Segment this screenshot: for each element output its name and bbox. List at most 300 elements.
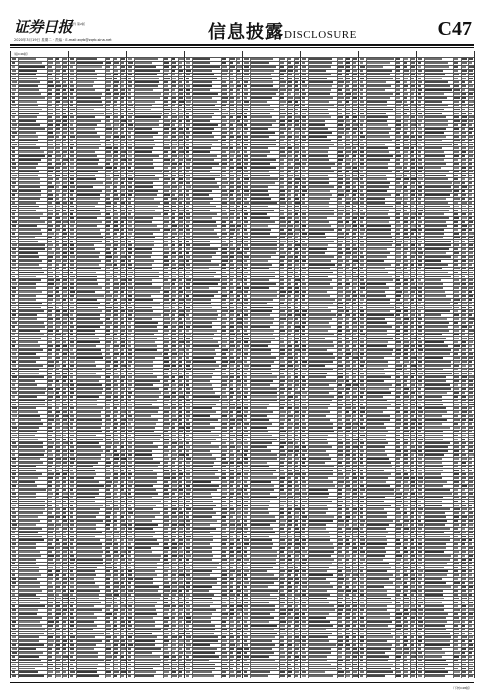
- table-cell: [77, 62, 103, 64]
- table-cell: [48, 536, 53, 538]
- table-cell: [106, 85, 111, 87]
- table-cell: [106, 66, 110, 68]
- table-cell: [12, 116, 15, 118]
- table-cell: [48, 520, 52, 522]
- table-cell: [121, 202, 125, 204]
- table-cell: [56, 268, 59, 270]
- table-cell: [56, 411, 59, 413]
- table-cell: [63, 147, 67, 149]
- table-cell: [19, 93, 41, 95]
- table-cell: [19, 349, 43, 351]
- table-cell: [114, 136, 118, 138]
- edition-info: [70, 22, 85, 26]
- table-cell: [121, 159, 126, 161]
- table-cell: [63, 450, 67, 452]
- table-cell: [106, 151, 111, 153]
- table-cell: [12, 314, 16, 316]
- table-cell: [77, 93, 102, 95]
- table-cell: [48, 128, 53, 130]
- table-cell: [12, 411, 17, 413]
- table-cell: [12, 551, 16, 553]
- table-cell: [48, 539, 53, 541]
- table-cell: [63, 617, 67, 619]
- table-cell: [12, 264, 15, 266]
- table-cell: [56, 144, 60, 146]
- table-cell: [63, 524, 68, 526]
- table-cell: [77, 128, 95, 130]
- table-cell: [70, 66, 73, 68]
- table-cell: [12, 671, 15, 673]
- table-cell: [19, 62, 42, 64]
- table-cell: [19, 318, 37, 320]
- table-cell: [56, 551, 60, 553]
- table-cell: [56, 528, 59, 530]
- table-cell: [48, 283, 54, 285]
- table-cell: [56, 636, 60, 638]
- table-cell: [70, 307, 74, 309]
- table-cell: [63, 213, 68, 215]
- table-cell: [77, 151, 94, 153]
- table-cell: [19, 660, 40, 662]
- table-cell: [12, 532, 15, 534]
- table-cell: [114, 190, 117, 192]
- table-cell: [12, 279, 15, 281]
- table-cell: [106, 89, 110, 91]
- table-cell: [70, 276, 74, 278]
- table-cell: [48, 140, 53, 142]
- table-cell: [12, 322, 16, 324]
- table-cell: [48, 415, 54, 417]
- table-cell: [56, 660, 60, 662]
- table-cell: [12, 567, 16, 569]
- table-cell: [12, 194, 15, 196]
- table-cell: [48, 528, 54, 530]
- table-cell: [48, 217, 52, 219]
- table-cell: [106, 264, 112, 266]
- table-cell: [70, 217, 74, 219]
- table-cell: [56, 132, 60, 134]
- table-cell: [19, 605, 45, 607]
- table-cell: [12, 470, 16, 472]
- table-cell: [63, 74, 67, 76]
- table-cell: [48, 582, 52, 584]
- table-cell: [12, 233, 15, 235]
- table-cell: [19, 132, 36, 134]
- table-cell: [12, 124, 16, 126]
- table-cell: [12, 210, 16, 212]
- edition-line: 副刊 第2版: [70, 22, 85, 26]
- table-cell: [63, 113, 66, 115]
- table-cell: [63, 78, 68, 80]
- table-cell: [12, 303, 15, 305]
- table-cell: [70, 190, 74, 192]
- table-cell: [19, 563, 36, 565]
- table-cell: [12, 120, 16, 122]
- newspaper-logo: 证券日报: [14, 16, 72, 37]
- table-cell: [114, 85, 117, 87]
- table-cell: [19, 314, 37, 316]
- table-cell: [63, 446, 66, 448]
- table-cell: [56, 629, 60, 631]
- table-cell: [121, 140, 126, 142]
- table-cell: [12, 590, 15, 592]
- table-cell: [70, 268, 74, 270]
- table-cell: [56, 369, 59, 371]
- table-cell: [56, 155, 60, 157]
- table-cell: [63, 656, 68, 658]
- table-cell: [19, 264, 39, 266]
- table-cell: [19, 334, 43, 336]
- table-cell: [121, 260, 126, 262]
- table-cell: [12, 66, 15, 68]
- table-cell: [48, 567, 53, 569]
- table-cell: [106, 307, 112, 309]
- table-cell: [12, 310, 16, 312]
- table-cell: [48, 648, 52, 650]
- table-cell: [70, 58, 74, 60]
- table-cell: [63, 252, 68, 254]
- table-cell: [70, 256, 75, 258]
- table-cell: [106, 229, 110, 231]
- table-cell: [114, 213, 118, 215]
- table-cell: [121, 276, 125, 278]
- table-cell: [106, 221, 111, 223]
- table-cell: [48, 310, 52, 312]
- table-cell: [19, 376, 44, 378]
- table-cell: [56, 365, 60, 367]
- table-cell: [77, 116, 95, 118]
- table-cell: [56, 310, 59, 312]
- table-cell: [63, 93, 67, 95]
- table-cell: [70, 248, 73, 250]
- table-cell: [121, 58, 125, 60]
- table-cell: [56, 113, 59, 115]
- table-cell: [19, 668, 35, 670]
- table-cell: [63, 574, 66, 576]
- table-cell: [12, 609, 16, 611]
- table-cell: [12, 101, 15, 103]
- table-cell: [106, 283, 110, 285]
- table-cell: [114, 202, 117, 204]
- table-cell: [63, 295, 68, 297]
- table-cell: [56, 248, 60, 250]
- table-cell: [48, 532, 52, 534]
- table-cell: [56, 384, 60, 386]
- table-cell: [12, 466, 16, 468]
- table-cell: [48, 256, 53, 258]
- table-cell: [63, 369, 68, 371]
- table-cell: [48, 516, 53, 518]
- table-cell: [56, 524, 61, 526]
- table-cell: [19, 466, 36, 468]
- table-cell: [63, 120, 67, 122]
- table-cell: [19, 392, 45, 394]
- table-cell: [56, 116, 60, 118]
- table-cell: [77, 272, 96, 274]
- table-cell: [19, 291, 42, 293]
- table-cell: [77, 178, 96, 180]
- table-cell: [56, 151, 59, 153]
- table-cell: [63, 303, 68, 305]
- table-cell: [48, 341, 52, 343]
- table-cell: [56, 85, 61, 87]
- table-cell: [63, 233, 68, 235]
- table-cell: [48, 213, 52, 215]
- table-cell: [56, 539, 59, 541]
- table-cell: [121, 136, 126, 138]
- table-cell: [77, 159, 99, 161]
- table-cell: [70, 295, 73, 297]
- table-cell: [56, 202, 59, 204]
- table-cell: [56, 458, 61, 460]
- table-cell: [56, 295, 60, 297]
- table-cell: [121, 237, 124, 239]
- table-cell: [12, 78, 16, 80]
- table-cell: [48, 590, 53, 592]
- table-cell: [48, 314, 52, 316]
- table-cell: [19, 423, 43, 425]
- table-cell: [77, 210, 100, 212]
- table-cell: [63, 105, 68, 107]
- table-cell: [63, 287, 68, 289]
- table-cell: [63, 636, 66, 638]
- table-cell: [114, 229, 119, 231]
- table-cell: [19, 400, 45, 402]
- table-cell: [63, 582, 68, 584]
- table-cell: [77, 70, 95, 72]
- table-cell: [121, 175, 124, 177]
- table-cell: [48, 237, 52, 239]
- table-cell: [19, 439, 38, 441]
- table-cell: [121, 144, 124, 146]
- table-cell: [56, 334, 61, 336]
- table-cell: [63, 128, 67, 130]
- table-cell: [19, 295, 36, 297]
- table-cell: [63, 505, 68, 507]
- table-cell: [63, 163, 67, 165]
- table-cell: [12, 276, 15, 278]
- table-cell: [48, 241, 52, 243]
- table-cell: [48, 477, 53, 479]
- table-cell: [70, 241, 73, 243]
- table-cell: [114, 66, 117, 68]
- table-cell: [106, 198, 110, 200]
- table-cell: [56, 314, 60, 316]
- table-cell: [48, 524, 54, 526]
- table-cell: [19, 435, 35, 437]
- table-cell: [56, 485, 60, 487]
- table-cell: [114, 295, 117, 297]
- table-cell: [48, 473, 54, 475]
- table-cell: [48, 113, 53, 115]
- table-cell: [48, 105, 52, 107]
- table-cell: [12, 229, 15, 231]
- table-cell: [19, 536, 42, 538]
- page-number: C47: [438, 18, 472, 41]
- table-cell: [121, 74, 125, 76]
- table-cell: [12, 299, 15, 301]
- table-cell: [70, 85, 74, 87]
- table-cell: [106, 124, 110, 126]
- table-cell: [114, 128, 117, 130]
- table-cell: [56, 217, 60, 219]
- table-cell: [48, 369, 53, 371]
- table-cell: [48, 132, 53, 134]
- table-cell: [114, 101, 117, 103]
- table-cell: [12, 629, 16, 631]
- table-cell: [48, 159, 52, 161]
- table-cell: [56, 376, 61, 378]
- dateline: 2020年3月19日 星期二 · 责编 · E-mail:zqrb@zqrb.sina.net: [14, 38, 112, 43]
- table-cell: [12, 132, 16, 134]
- table-cell: [106, 279, 110, 281]
- table-cell: [19, 345, 40, 347]
- table-cell: [63, 268, 67, 270]
- table-cell: [12, 190, 16, 192]
- table-cell: [48, 330, 53, 332]
- table-cell: [48, 404, 52, 406]
- table-cell: [63, 598, 68, 600]
- table-cell: [48, 543, 52, 545]
- table-cell: [48, 466, 52, 468]
- table-cell: [77, 182, 103, 184]
- table-cell: [63, 85, 68, 87]
- table-cell: [121, 291, 125, 293]
- table-cell: [12, 520, 15, 522]
- table-cell: [63, 97, 68, 99]
- table-cell: [106, 175, 110, 177]
- table-cell: [56, 109, 60, 111]
- table-cell: [19, 299, 36, 301]
- table-cell: [12, 458, 16, 460]
- table-cell: [56, 543, 59, 545]
- table-cell: [12, 74, 15, 76]
- table-cell: [121, 151, 126, 153]
- table-cell: [19, 283, 36, 285]
- table-cell: [70, 74, 74, 76]
- table-cell: [56, 182, 60, 184]
- table-cell: [19, 508, 45, 510]
- table-cell: [19, 442, 43, 444]
- table-cell: [56, 454, 60, 456]
- table-cell: [56, 431, 60, 433]
- table-cell: [114, 221, 117, 223]
- table-cell: [114, 287, 119, 289]
- table-cell: [56, 276, 59, 278]
- table-cell: [56, 330, 59, 332]
- table-cell: [77, 225, 96, 227]
- table-cell: [19, 446, 42, 448]
- table-cell: [19, 419, 40, 421]
- table-cell: [63, 497, 68, 499]
- table-cell: [48, 70, 53, 72]
- table-cell: [56, 555, 60, 557]
- table-cell: [56, 147, 60, 149]
- table-cell: [70, 62, 74, 64]
- table-cell: [12, 326, 15, 328]
- table-cell: [19, 609, 38, 611]
- table-cell: [19, 551, 39, 553]
- table-cell: [19, 233, 42, 235]
- table-cell: [19, 648, 36, 650]
- table-cell: [19, 171, 39, 173]
- table-cell: [19, 415, 40, 417]
- table-cell: [19, 532, 38, 534]
- table-cell: [19, 326, 45, 328]
- table-cell: [12, 97, 15, 99]
- table-cell: [114, 124, 119, 126]
- table-cell: [12, 318, 15, 320]
- table-cell: [63, 400, 66, 402]
- table-cell: [77, 140, 99, 142]
- table-cell: [63, 458, 67, 460]
- table-cell: [48, 353, 52, 355]
- table-cell: [12, 237, 16, 239]
- table-cell: [56, 605, 60, 607]
- table-cell: [56, 178, 59, 180]
- table-cell: [19, 454, 43, 456]
- table-cell: [12, 621, 16, 623]
- table-cell: [19, 404, 45, 406]
- table-cell: [70, 260, 74, 262]
- table-cell: [56, 427, 60, 429]
- header-rule-thin: [10, 47, 474, 48]
- table-cell: [63, 532, 67, 534]
- table-cell: [56, 120, 60, 122]
- table-cell: [70, 221, 75, 223]
- table-cell: [12, 473, 16, 475]
- table-cell: [114, 163, 118, 165]
- table-cell: [121, 132, 124, 134]
- table-cell: [70, 124, 73, 126]
- table-cell: [106, 272, 110, 274]
- table-cell: [77, 310, 102, 312]
- table-cell: [56, 532, 60, 534]
- table-cell: [56, 256, 60, 258]
- table-cell: [19, 361, 36, 363]
- table-cell: [12, 198, 15, 200]
- table-cell: [114, 303, 118, 305]
- table-cell: [12, 155, 15, 157]
- table-cell: [19, 473, 42, 475]
- table-cell: [19, 101, 37, 103]
- table-cell: [77, 202, 98, 204]
- table-cell: [63, 322, 68, 324]
- table-cell: [121, 97, 124, 99]
- table-cell: [12, 384, 15, 386]
- table-cell: [114, 81, 118, 83]
- table-cell: [56, 357, 60, 359]
- table-cell: [70, 198, 74, 200]
- table-cell: [19, 636, 39, 638]
- table-cell: [56, 225, 59, 227]
- table-cell: [12, 144, 16, 146]
- table-cell: [63, 419, 68, 421]
- table-cell: [56, 396, 59, 398]
- table-cell: [63, 586, 67, 588]
- table-cell: [121, 194, 125, 196]
- table-cell: [63, 605, 67, 607]
- section-title: [208, 18, 357, 44]
- table-cell: [121, 178, 126, 180]
- table-cell: [77, 74, 96, 76]
- table-cell: [106, 291, 110, 293]
- table-cell: [56, 97, 60, 99]
- table-cell: [63, 671, 66, 673]
- table-cell: [56, 462, 60, 464]
- table-cell: [56, 439, 60, 441]
- table-cell: [56, 349, 60, 351]
